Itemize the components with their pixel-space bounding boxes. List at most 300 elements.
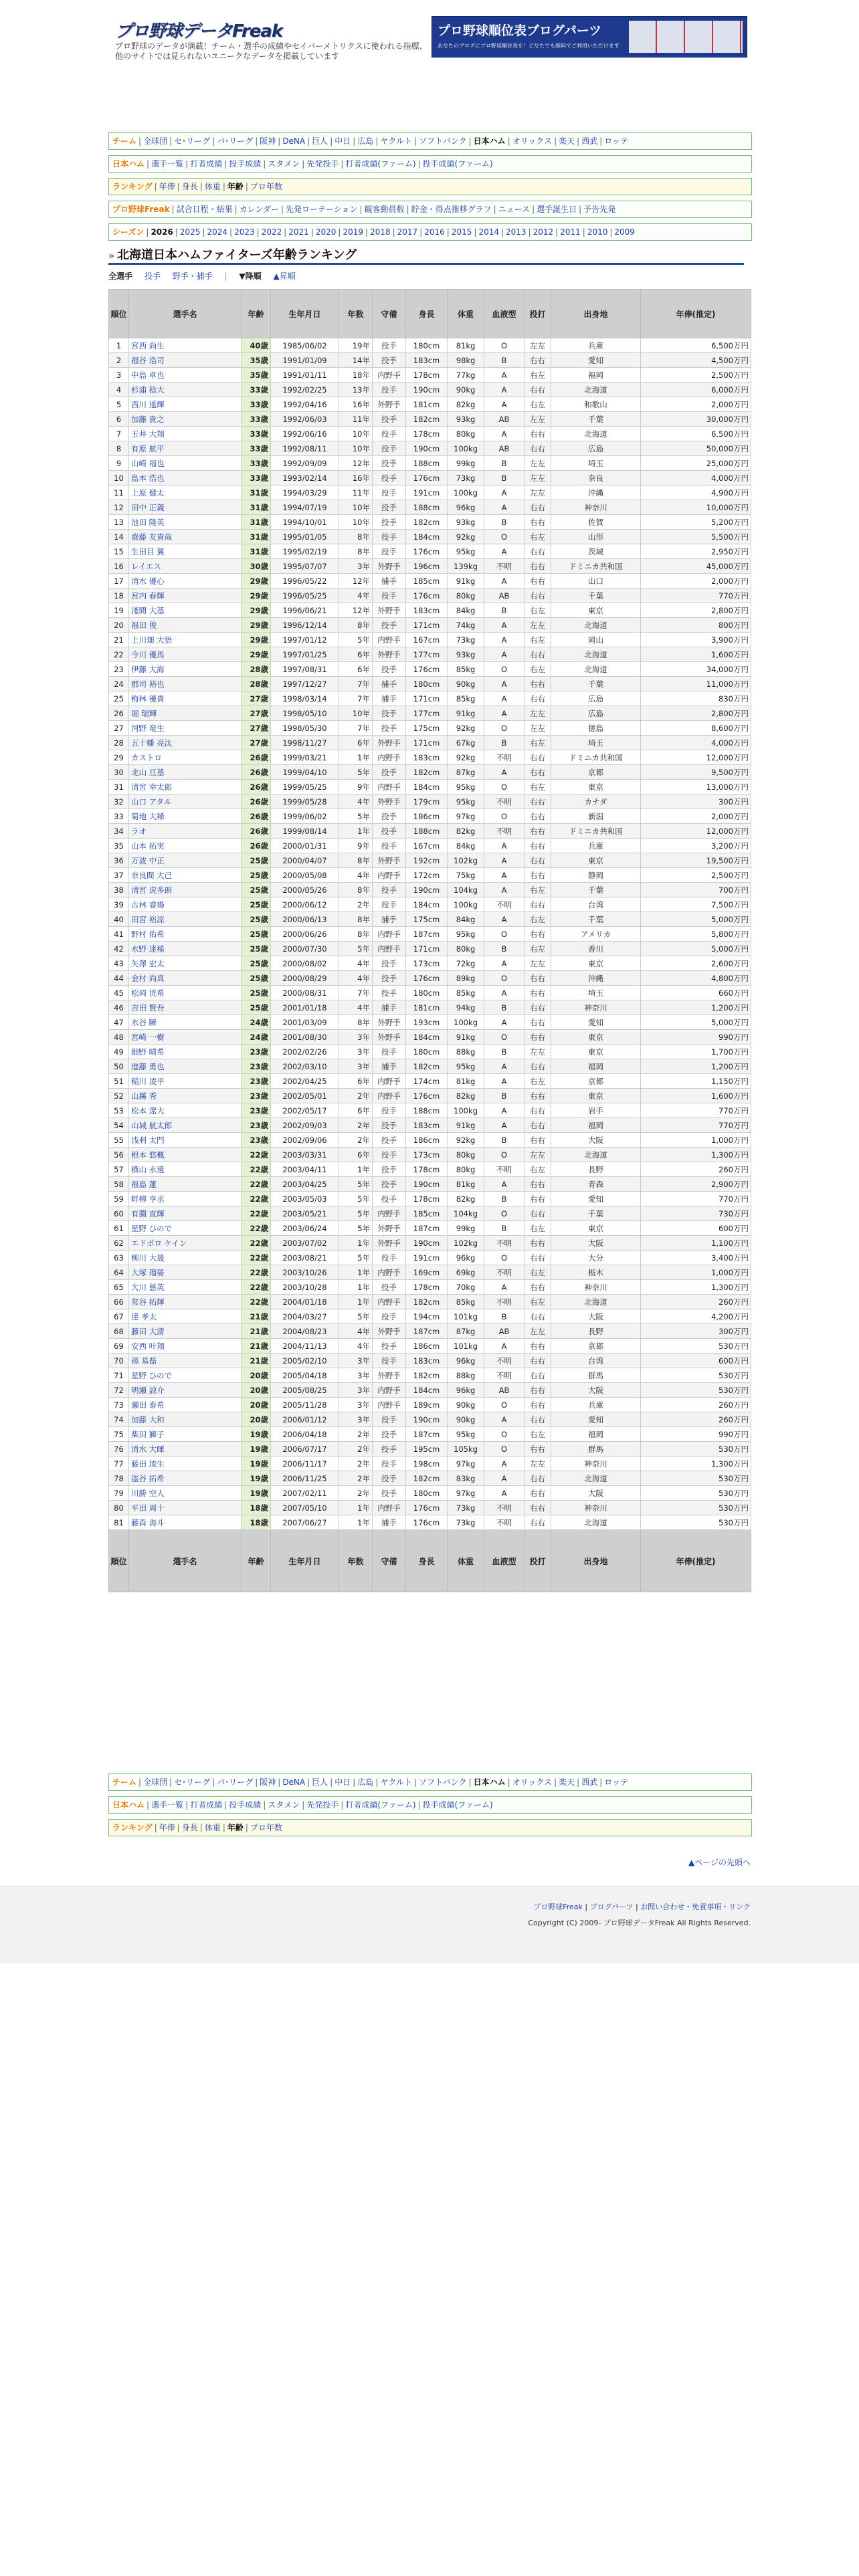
cell-rank: 74: [109, 1412, 129, 1427]
player-link[interactable]: 田宮 裕涼: [131, 914, 165, 924]
cell-position: 投手: [373, 986, 406, 1000]
cell-blood-type: O: [484, 338, 524, 353]
cell-years: 11年: [339, 486, 373, 500]
player-link[interactable]: 藤田 琉生: [131, 1459, 165, 1469]
nav-team-item[interactable]: 広島: [357, 136, 374, 146]
nav-freak-item[interactable]: ニュース: [498, 205, 531, 214]
player-link[interactable]: 山縣 秀: [131, 1091, 157, 1101]
player-link[interactable]: 福田 俊: [131, 620, 157, 630]
cell-years: 3年: [339, 1059, 373, 1074]
player-link[interactable]: 池田 隆英: [131, 517, 165, 527]
cell-throw-bat: 右右: [524, 927, 551, 942]
nav-sub-item[interactable]: 打者成績: [190, 1800, 223, 1810]
player-link[interactable]: 山城 航太郎: [131, 1120, 173, 1130]
column-header: 血液型: [484, 290, 524, 338]
player-link[interactable]: 福島 蓮: [131, 1179, 157, 1189]
nav-sub-item[interactable]: スタメン: [268, 1800, 300, 1810]
cell-blood-type: O: [484, 1206, 524, 1221]
cell-blood-type: 不明: [484, 824, 524, 839]
nav-rank-item[interactable]: 体重: [204, 182, 221, 191]
nav-team-item[interactable]: 阪神: [260, 136, 276, 146]
blogparts-banner[interactable]: [432, 16, 747, 58]
player-link[interactable]: 細野 晴希: [131, 1047, 165, 1057]
cell-throw-bat: 右右: [524, 1501, 551, 1515]
player-link[interactable]: 進藤 勇也: [131, 1061, 165, 1071]
player-link[interactable]: 松本 遼大: [131, 1105, 165, 1115]
filter-fielder[interactable]: 野手・捕手: [172, 272, 213, 281]
player-link[interactable]: 吉田 賢吾: [131, 1002, 165, 1012]
cell-age: 26歳: [242, 750, 271, 765]
player-link[interactable]: 稲川 凌平: [131, 1076, 165, 1086]
team-sub-nav-bottom: [108, 1796, 752, 1814]
cell-blood-type: 不明: [484, 1354, 524, 1368]
cell-weight: 88kg: [448, 1368, 484, 1383]
cell-age: 30歳: [242, 559, 271, 574]
cell-height: 188cm: [406, 824, 448, 839]
nav-sub-item[interactable]: 打者成績(ファーム): [345, 159, 416, 169]
nav-freak-item[interactable]: 観客動員数: [364, 205, 405, 214]
cell-blood-type: A: [484, 912, 524, 927]
nav-team-label: チーム: [112, 136, 137, 146]
nav-team-item[interactable]: オリックス: [512, 136, 553, 146]
cell-blood-type: A: [484, 633, 524, 647]
nav-freak-item[interactable]: 選手誕生日: [537, 205, 577, 214]
cell-hometown: 山口: [551, 574, 641, 588]
table-row: [109, 1000, 751, 1015]
nav-sub-item[interactable]: 選手一覧: [151, 159, 184, 169]
cell-throw-bat: 右右: [524, 1486, 551, 1501]
cell-age: 26歳: [242, 824, 271, 839]
cell-blood-type: A: [484, 1059, 524, 1074]
player-link[interactable]: 郡司 裕也: [131, 679, 165, 689]
cell-height: 184cm: [406, 897, 448, 912]
cell-position: 投手: [373, 765, 406, 780]
player-link[interactable]: 上川畑 大悟: [131, 635, 173, 645]
player-link[interactable]: 孫 易磊: [131, 1356, 157, 1366]
player-link[interactable]: 山口 アタル: [131, 796, 172, 807]
player-link[interactable]: 野村 佑希: [131, 929, 165, 939]
player-link[interactable]: 瀬田 泰希: [131, 1400, 165, 1410]
player-link[interactable]: 伊藤 大海: [131, 664, 165, 674]
cell-position: 投手: [373, 456, 406, 471]
cell-position: 投手: [373, 441, 406, 456]
page-top-link[interactable]: ▲ページの先頭へ: [688, 1858, 751, 1867]
cell-age: 20歳: [242, 1412, 271, 1427]
cell-height: 167cm: [406, 839, 448, 853]
nav-sub-item[interactable]: 選手一覧: [151, 1800, 184, 1810]
cell-rank: 81: [109, 1515, 129, 1530]
player-link[interactable]: 柴田 獅子: [131, 1429, 165, 1439]
cell-player-name: [129, 1030, 242, 1045]
nav-sub-item[interactable]: 打者成績: [190, 159, 223, 169]
cell-rank: 18: [109, 588, 129, 603]
cell-hometown: 群馬: [551, 1368, 641, 1383]
player-link[interactable]: 河野 竜生: [131, 723, 165, 733]
player-link[interactable]: 有薗 直輝: [131, 1208, 165, 1218]
nav-season-item[interactable]: 2016: [424, 227, 445, 237]
cell-weight: 93kg: [448, 412, 484, 427]
cell-birthdate: 2007/02/11: [271, 1486, 339, 1501]
player-link[interactable]: 梅林 優貴: [131, 693, 165, 704]
table-row: [109, 1295, 751, 1309]
player-link[interactable]: 清宮 幸太郎: [131, 782, 173, 792]
nav-sub-item[interactable]: 先発投手: [306, 1800, 339, 1810]
nav-team-item[interactable]: 中日: [335, 136, 351, 146]
player-link[interactable]: 福谷 浩司: [131, 355, 165, 365]
nav-season-item[interactable]: 2020: [315, 227, 337, 237]
nav-rank-label: ランキング: [112, 182, 153, 191]
nav-rank-item[interactable]: 年俸: [159, 1823, 175, 1832]
nav-separator: |: [185, 1800, 189, 1810]
nav-season-item[interactable]: 2014: [478, 227, 499, 237]
player-link[interactable]: 明瀬 諒介: [131, 1385, 165, 1395]
player-link[interactable]: 中島 卓也: [131, 370, 165, 380]
nav-team-item[interactable]: ロッテ: [604, 1778, 629, 1787]
cell-throw-bat: 右左: [524, 1295, 551, 1309]
cell-throw-bat: 右右: [524, 1133, 551, 1148]
nav-rank-item[interactable]: プロ年数: [250, 1823, 282, 1832]
nav-season-item[interactable]: 2018: [370, 227, 391, 237]
cell-position: 投手: [373, 1118, 406, 1133]
nav-separator: |: [171, 205, 175, 214]
nav-freak-item[interactable]: カレンダー: [239, 205, 279, 214]
nav-rank-item[interactable]: プロ年数: [250, 182, 282, 191]
nav-team-item[interactable]: 中日: [335, 1778, 351, 1787]
nav-team-item[interactable]: DeNA: [282, 136, 306, 146]
player-link[interactable]: 常谷 拓輝: [131, 1297, 165, 1307]
cell-salary: 1,600万円: [641, 1089, 751, 1103]
cell-rank: 37: [109, 868, 129, 883]
player-link[interactable]: 宮崎 一樹: [131, 1032, 165, 1042]
table-row: [109, 574, 751, 588]
player-link[interactable]: 今川 優馬: [131, 649, 165, 659]
cell-position: 投手: [373, 1309, 406, 1324]
nav-team-item[interactable]: 楽天: [559, 1778, 575, 1787]
cell-height: 182cm: [406, 1059, 448, 1074]
player-link[interactable]: 堀 瑞輝: [131, 708, 157, 718]
cell-position: 投手: [373, 486, 406, 500]
nav-team-item[interactable]: 全球団: [143, 136, 168, 146]
table-row: [109, 853, 751, 868]
nav-sub-item[interactable]: 投手成績(ファーム): [422, 1800, 493, 1810]
cell-age: 33歳: [242, 412, 271, 427]
cell-rank: 15: [109, 544, 129, 559]
nav-sub-item[interactable]: 投手成績: [229, 1800, 262, 1810]
cell-weight: 85kg: [448, 1295, 484, 1309]
cell-rank: 59: [109, 1192, 129, 1206]
cell-salary: 830万円: [641, 691, 751, 706]
nav-team-item[interactable]: DeNA: [282, 1778, 306, 1787]
nav-team-item[interactable]: ロッテ: [604, 136, 629, 146]
column-header: 体重: [448, 290, 484, 338]
cell-position: 投手: [373, 515, 406, 530]
column-header: 投打: [524, 1530, 551, 1592]
cell-position: 内野手: [373, 750, 406, 765]
player-link[interactable]: 安西 叶翔: [131, 1341, 165, 1351]
nav-season-item[interactable]: 2024: [207, 227, 228, 237]
player-link[interactable]: 藤田 大清: [131, 1326, 165, 1336]
nav-season-item[interactable]: 2025: [179, 227, 201, 237]
filter-pitcher[interactable]: 投手: [144, 272, 161, 281]
nav-season-item[interactable]: 2015: [451, 227, 472, 237]
player-link[interactable]: 星野 ひので: [131, 1370, 173, 1380]
cell-rank: 4: [109, 383, 129, 397]
player-link[interactable]: 北山 亘基: [131, 767, 165, 777]
nav-separator: |: [577, 1778, 580, 1787]
cell-age: 19歳: [242, 1486, 271, 1501]
player-link[interactable]: 島本 浩也: [131, 473, 165, 483]
player-link[interactable]: エドポロ ケイン: [131, 1238, 187, 1248]
cell-height: 183cm: [406, 750, 448, 765]
cell-salary: 8,600万円: [641, 721, 751, 736]
cell-birthdate: 1992/02/25: [271, 383, 339, 397]
table-row: [109, 618, 751, 633]
cell-birthdate: 1996/05/22: [271, 574, 339, 588]
player-link[interactable]: 生田目 翼: [131, 546, 165, 556]
player-link[interactable]: 古林 睿煬: [131, 899, 165, 909]
nav-sub-item[interactable]: 打者成績(ファーム): [345, 1800, 416, 1810]
nav-freak-item[interactable]: 貯金・得点推移グラフ: [411, 205, 492, 214]
nav-season-item[interactable]: 2021: [288, 227, 309, 237]
cell-weight: 75kg: [448, 868, 484, 883]
cell-throw-bat: 右右: [524, 1383, 551, 1398]
cell-weight: 104kg: [448, 883, 484, 897]
player-link[interactable]: 金村 尚真: [131, 973, 165, 983]
player-link[interactable]: 清宮 虎多朗: [131, 885, 173, 895]
player-link[interactable]: 畔柳 亨丞: [131, 1194, 165, 1204]
player-link[interactable]: 加藤 貴之: [131, 414, 165, 424]
cell-hometown: 佐賀: [551, 515, 641, 530]
player-link[interactable]: 水野 達稀: [131, 944, 165, 954]
player-link[interactable]: 星野 ひので: [131, 1223, 173, 1233]
cell-birthdate: 1985/06/02: [271, 338, 339, 353]
cell-player-name: [129, 1015, 242, 1030]
nav-team-item[interactable]: セ･リーグ: [174, 1778, 211, 1787]
cell-birthdate: 2003/04/11: [271, 1162, 339, 1177]
cell-salary: 4,000万円: [641, 736, 751, 750]
player-link[interactable]: 西川 遥輝: [131, 399, 165, 409]
cell-hometown: 大阪: [551, 1486, 641, 1501]
player-link[interactable]: 大塚 瑠晏: [131, 1267, 165, 1277]
player-link[interactable]: 田中 正義: [131, 502, 165, 512]
player-link[interactable]: 根本 悠楓: [131, 1150, 165, 1160]
nav-rank-item[interactable]: 体重: [204, 1823, 221, 1832]
cell-blood-type: A: [484, 677, 524, 691]
nav-season-item[interactable]: 2019: [343, 227, 364, 237]
nav-team-item[interactable]: ソフトバンク: [419, 1778, 467, 1787]
player-link[interactable]: レイエス: [131, 561, 161, 571]
player-link[interactable]: 藤森 海斗: [131, 1517, 165, 1527]
cell-weight: 105kg: [448, 1442, 484, 1457]
player-link[interactable]: 有原 航平: [131, 443, 165, 453]
cell-hometown: 北海道: [551, 1515, 641, 1530]
cell-birthdate: 2007/06/27: [271, 1515, 339, 1530]
table-row: [109, 1457, 751, 1471]
nav-season-item[interactable]: 2012: [533, 227, 554, 237]
table-row: [109, 412, 751, 427]
player-link[interactable]: 平田 周十: [131, 1503, 165, 1513]
player-link[interactable]: 水谷 瞬: [131, 1017, 157, 1027]
cell-hometown: 兵庫: [551, 1398, 641, 1412]
cell-birthdate: 2006/11/25: [271, 1471, 339, 1486]
nav-team-item[interactable]: ヤクルト: [380, 1778, 412, 1787]
player-link[interactable]: 五十幡 亮汰: [131, 738, 173, 748]
sort-desc[interactable]: ▼降順: [239, 272, 262, 281]
nav-sub-item[interactable]: 投手成績: [229, 159, 262, 169]
player-link[interactable]: 川勝 空人: [131, 1488, 165, 1498]
cell-height: 190cm: [406, 1236, 448, 1251]
player-link[interactable]: 清水 大暉: [131, 1444, 165, 1454]
nav-team-item[interactable]: 日本ハム: [473, 136, 506, 146]
cell-salary: 530万円: [641, 1383, 751, 1398]
nav-season-item[interactable]: 2026: [151, 227, 173, 237]
cell-player-name: [129, 603, 242, 618]
cell-position: 捕手: [373, 1515, 406, 1530]
nav-team-item[interactable]: オリックス: [512, 1778, 553, 1787]
nav-team-item[interactable]: 西武: [581, 136, 598, 146]
nav-team-item[interactable]: 楽天: [559, 136, 575, 146]
cell-years: 4年: [339, 868, 373, 883]
nav-team-item[interactable]: パ･リーグ: [217, 136, 254, 146]
footer-link[interactable]: お問い合わせ・免責事項・リンク: [640, 1903, 751, 1911]
player-link[interactable]: 大川 慈英: [131, 1282, 165, 1292]
nav-rank-item[interactable]: 年俸: [159, 182, 175, 191]
player-link[interactable]: 盗谷 拓希: [131, 1473, 165, 1483]
footer-separator: |: [633, 1903, 641, 1911]
player-link[interactable]: カストロ: [131, 752, 162, 762]
cell-hometown: 東京: [551, 780, 641, 794]
footer-link[interactable]: ブログパーツ: [589, 1903, 634, 1911]
nav-team-item[interactable]: 日本ハム: [473, 1778, 506, 1787]
nav-freak-item[interactable]: 試合日程・結果: [176, 205, 233, 214]
cell-years: 1年: [339, 1280, 373, 1295]
cell-height: 171cm: [406, 942, 448, 956]
player-link[interactable]: 達 孝太: [131, 1311, 157, 1321]
cell-height: 190cm: [406, 883, 448, 897]
nav-sub-item[interactable]: 先発投手: [306, 159, 339, 169]
nav-team-item[interactable]: パ･リーグ: [217, 1778, 254, 1787]
nav-team-item[interactable]: 巨人: [312, 1778, 328, 1787]
player-link[interactable]: 浅利 太門: [131, 1135, 165, 1145]
player-link[interactable]: 横山 永遠: [131, 1164, 165, 1174]
nav-rank-item[interactable]: 身長: [181, 1823, 198, 1832]
cell-throw-bat: 右左: [524, 1074, 551, 1089]
player-link[interactable]: 加藤 大和: [131, 1414, 165, 1424]
site-logo[interactable]: プロ野球データFreak: [115, 21, 283, 41]
player-link[interactable]: 柳川 大晟: [131, 1253, 165, 1263]
nav-team-item[interactable]: 巨人: [312, 136, 328, 146]
nav-team-item[interactable]: 西武: [581, 1778, 598, 1787]
cell-hometown: 神奈川: [551, 1457, 641, 1471]
nav-rank-item[interactable]: 年齢: [227, 1823, 244, 1832]
nav-season-item[interactable]: 2017: [397, 227, 418, 237]
nav-team-item[interactable]: セ･リーグ: [174, 136, 211, 146]
cell-height: 188cm: [406, 456, 448, 471]
cell-height: 176cm: [406, 1515, 448, 1530]
cell-salary: 260万円: [641, 1295, 751, 1309]
cell-hometown: 群馬: [551, 1442, 641, 1457]
player-link[interactable]: 菊地 大稀: [131, 811, 165, 821]
nav-season-item[interactable]: 2023: [234, 227, 255, 237]
nav-sub-item[interactable]: 投手成績(ファーム): [422, 159, 493, 169]
nav-freak-item[interactable]: 先発ローテーション: [285, 205, 358, 214]
sort-asc[interactable]: ▲昇順: [273, 272, 296, 281]
nav-rank-item[interactable]: 身長: [181, 182, 198, 191]
nav-team-item[interactable]: 阪神: [260, 1778, 276, 1787]
cell-throw-bat: 右右: [524, 500, 551, 515]
player-link[interactable]: 山崎 福也: [131, 458, 165, 468]
nav-team-item[interactable]: 全球団: [143, 1778, 168, 1787]
cell-age: 33歳: [242, 471, 271, 486]
player-link[interactable]: 上原 健太: [131, 488, 165, 498]
filter-all[interactable]: 全選手: [108, 272, 133, 281]
player-link[interactable]: 奈良間 大己: [131, 870, 173, 880]
cell-hometown: 大阪: [551, 1133, 641, 1148]
cell-position: 投手: [373, 971, 406, 986]
player-link[interactable]: 万波 中正: [131, 855, 165, 865]
cell-birthdate: 1992/06/16: [271, 427, 339, 441]
nav-separator: |: [138, 136, 142, 146]
cell-throw-bat: 左左: [524, 956, 551, 971]
cell-years: 5年: [339, 1309, 373, 1324]
cell-birthdate: 2005/02/10: [271, 1354, 339, 1368]
cell-birthdate: 2002/03/10: [271, 1059, 339, 1074]
cell-birthdate: 1999/04/10: [271, 765, 339, 780]
cell-blood-type: A: [484, 397, 524, 412]
nav-team-item[interactable]: ソフトバンク: [419, 136, 467, 146]
cell-player-name: [129, 427, 242, 441]
nav-separator: |: [353, 136, 356, 146]
nav-season-item[interactable]: 2010: [587, 227, 608, 237]
player-link[interactable]: 宮内 春輝: [131, 591, 165, 601]
nav-sub-item[interactable]: スタメン: [268, 159, 300, 169]
nav-freak-item[interactable]: 予告先発: [583, 205, 616, 214]
cell-weight: 92kg: [448, 1133, 484, 1148]
cell-age: 22歳: [242, 1236, 271, 1251]
cell-player-name: [129, 397, 242, 412]
nav-rank-item[interactable]: 年齢: [227, 182, 244, 191]
player-link[interactable]: 矢澤 宏太: [131, 958, 165, 968]
player-link[interactable]: 杉浦 稔大: [131, 385, 165, 395]
player-link[interactable]: 松岡 洸希: [131, 988, 165, 998]
player-link[interactable]: 玉井 大翔: [131, 429, 165, 439]
cell-hometown: 大阪: [551, 1309, 641, 1324]
nav-season-item[interactable]: 2022: [261, 227, 282, 237]
table-row: [109, 1412, 751, 1427]
nav-season-item[interactable]: 2011: [560, 227, 581, 237]
player-link[interactable]: ラオ: [131, 826, 147, 836]
cell-throw-bat: 右右: [524, 691, 551, 706]
nav-season-item[interactable]: 2013: [506, 227, 527, 237]
player-link[interactable]: 齋藤 友貴哉: [131, 532, 173, 542]
column-header: 生年月日: [271, 290, 339, 338]
cell-salary: 12,000万円: [641, 824, 751, 839]
cell-throw-bat: 左左: [524, 618, 551, 633]
cell-position: 外野手: [373, 1030, 406, 1045]
player-link[interactable]: 淺間 大基: [131, 605, 165, 615]
nav-season-item[interactable]: 2009: [614, 227, 635, 237]
player-link[interactable]: 山本 拓実: [131, 841, 165, 851]
cell-age: 35歳: [242, 368, 271, 383]
player-link[interactable]: 清水 優心: [131, 576, 165, 586]
player-link[interactable]: 宮西 尚生: [131, 340, 165, 350]
nav-team-item[interactable]: 広島: [357, 1778, 374, 1787]
nav-team-item[interactable]: ヤクルト: [380, 136, 412, 146]
nav-separator: |: [177, 182, 180, 191]
footer-link[interactable]: プロ野球Freak: [533, 1903, 583, 1911]
cell-rank: 14: [109, 530, 129, 544]
cell-blood-type: B: [484, 1000, 524, 1015]
